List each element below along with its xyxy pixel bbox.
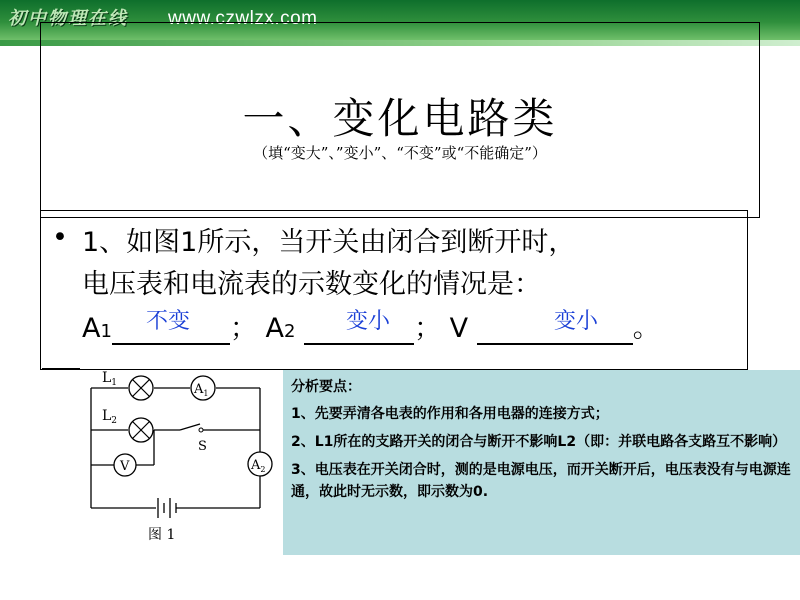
sentence-end: 。 [632,313,660,344]
question-line-2: 电压表和电流表的示数变化的情况是： [82,269,541,300]
circuit-diagram [70,362,290,552]
a1-subscript: 1 [100,321,112,342]
v-label: V [449,313,469,344]
slide-subtitle: （填“变大”、”变小”、“不变”或“不能确定”） [253,144,547,162]
label-v: V [120,459,130,474]
lamp-l1-icon [129,376,153,400]
separator-2: ； [414,313,442,344]
bullet-icon: • [52,222,68,253]
analysis-point-2: 2、L1所在的支路开关的闭合与断开不影响L2（即：并联电路各支路互不影响） [291,434,787,450]
a1-label: A [82,313,101,344]
answer-a1: 不变 [146,309,191,334]
analysis-point-3: 3、电压表在开关闭合时，测的是电源电压，而开关断开后，电压表没有与电源连通，故此时无示数，即示数为0. [291,462,791,500]
figure-caption: 图 1 [148,527,176,543]
question-line-1: 1、如图1所示，当开关由闭合到断开时， [82,227,576,258]
switch-contact-icon [199,428,203,432]
label-l2: $L_2$ [102,408,118,426]
analysis-box [283,370,800,555]
site-logo: 初中物理在线 [8,8,128,29]
analysis-heading: 分析要点： [291,379,361,395]
label-l1: $L_1$ [102,370,118,388]
label-a1: $A_1$ [194,382,209,398]
separator-1: ； [229,313,257,344]
slide-title: 一、变化电路类 [242,94,558,143]
analysis-point-1: 1、先要弄清各电表的作用和各用电器的连接方式； [291,406,609,422]
answer-a2: 变小 [346,309,391,334]
label-a2: $A_2$ [251,458,266,474]
a2-label: A [265,313,285,344]
lamp-l2-icon [129,418,153,442]
site-url: www.czwlzx.com [168,8,318,29]
a2-subscript: 2 [284,321,296,342]
label-switch: S [198,439,207,454]
answer-v: 变小 [554,309,599,334]
